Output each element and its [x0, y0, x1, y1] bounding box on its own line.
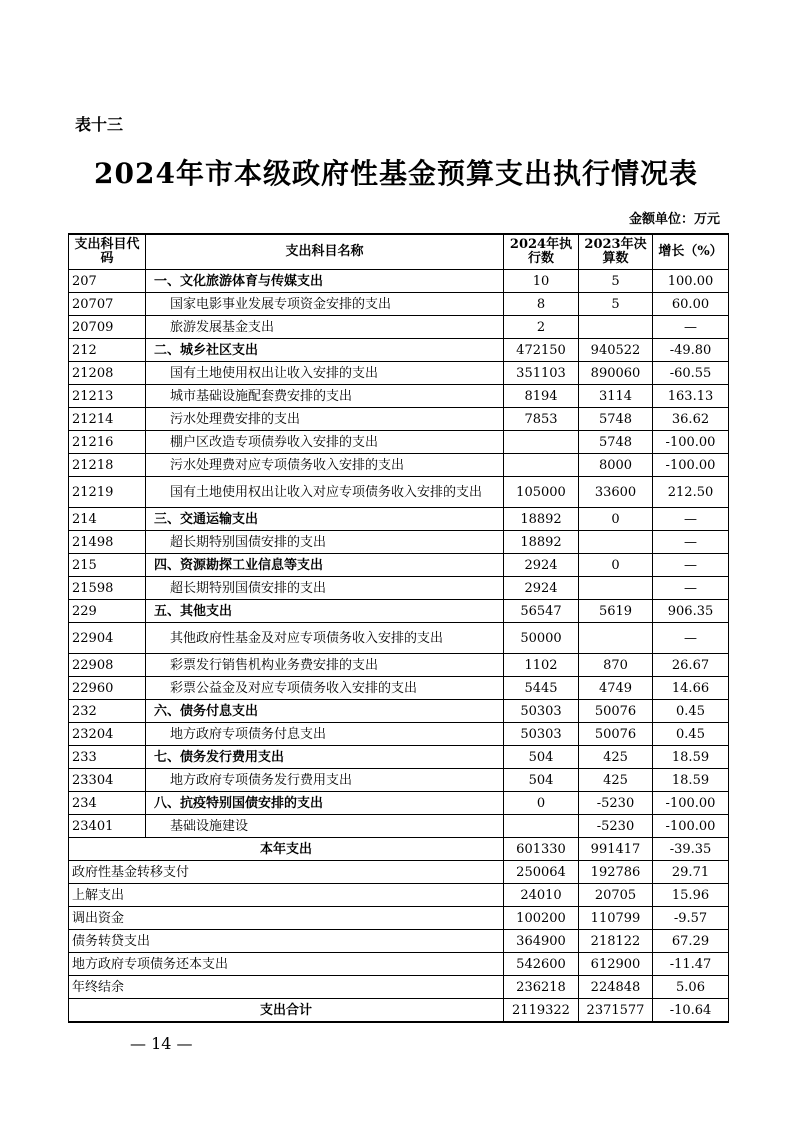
row-growth: —	[653, 577, 729, 600]
row-2024: 105000	[504, 477, 579, 508]
row-name: 基础设施建设	[146, 815, 504, 838]
other-row	[69, 930, 729, 953]
table-row	[69, 431, 729, 454]
row-name: 国有土地使用权出让收入安排的支出	[146, 362, 504, 385]
row-2024: 50000	[504, 623, 579, 654]
row-name: 棚户区改造专项债券收入安排的支出	[146, 431, 504, 454]
header-2024: 2024年执行数	[504, 234, 579, 270]
row-2023: 425	[579, 769, 653, 792]
table-row	[69, 600, 729, 623]
table-row	[69, 554, 729, 577]
row-2024: 50303	[504, 700, 579, 723]
other-row-2024: 542600	[504, 953, 579, 976]
table-row	[69, 385, 729, 408]
expenditure-table	[68, 233, 729, 1023]
table-row	[69, 792, 729, 815]
row-2023: 50076	[579, 723, 653, 746]
row-name: 国家电影事业发展专项资金安排的支出	[146, 293, 504, 316]
row-2024: 1102	[504, 654, 579, 677]
row-growth: 18.59	[653, 746, 729, 769]
other-row-2024: 100200	[504, 907, 579, 930]
table-number-label: 表十三	[75, 115, 124, 134]
row-growth: 0.45	[653, 723, 729, 746]
row-2023: 5	[579, 293, 653, 316]
row-growth: —	[653, 554, 729, 577]
row-2024: 18892	[504, 508, 579, 531]
row-2023: 890060	[579, 362, 653, 385]
row-name: 其他政府性基金及对应专项债务收入安排的支出	[146, 623, 504, 654]
row-code: 215	[69, 554, 146, 577]
table-row	[69, 339, 729, 362]
row-2024: 0	[504, 792, 579, 815]
other-row-2023: 20705	[579, 884, 653, 907]
header-growth: 增长（%）	[653, 234, 729, 270]
row-code: 21216	[69, 431, 146, 454]
grand-total-2024: 2119322	[504, 999, 579, 1023]
other-row-2023: 218122	[579, 930, 653, 953]
row-name: 四、资源勘探工业信息等支出	[146, 554, 504, 577]
row-2023	[579, 531, 653, 554]
row-2023: 870	[579, 654, 653, 677]
row-code: 21498	[69, 531, 146, 554]
row-2024	[504, 815, 579, 838]
row-2023: 5619	[579, 600, 653, 623]
row-code: 20709	[69, 316, 146, 339]
row-2023: 5748	[579, 431, 653, 454]
header-name: 支出科目名称	[146, 234, 504, 270]
table-row	[69, 623, 729, 654]
other-row	[69, 907, 729, 930]
row-name: 污水处理费对应专项债务收入安排的支出	[146, 454, 504, 477]
row-name: 旅游发展基金支出	[146, 316, 504, 339]
other-row-growth: 29.71	[653, 861, 729, 884]
other-row-name: 政府性基金转移支付	[69, 861, 504, 884]
row-code: 21208	[69, 362, 146, 385]
row-growth: -100.00	[653, 792, 729, 815]
row-growth: 36.62	[653, 408, 729, 431]
other-row	[69, 953, 729, 976]
row-growth: —	[653, 508, 729, 531]
row-2023: 4749	[579, 677, 653, 700]
other-row-2024: 250064	[504, 861, 579, 884]
row-2024	[504, 431, 579, 454]
table-row	[69, 508, 729, 531]
row-name: 七、债务发行费用支出	[146, 746, 504, 769]
row-2024: 10	[504, 270, 579, 293]
row-2024: 8194	[504, 385, 579, 408]
year-total-row	[69, 838, 729, 861]
row-code: 22904	[69, 623, 146, 654]
table-row	[69, 531, 729, 554]
row-code: 232	[69, 700, 146, 723]
table-row	[69, 362, 729, 385]
row-name: 地方政府专项债务发行费用支出	[146, 769, 504, 792]
grand-total-label: 支出合计	[69, 999, 504, 1023]
row-name: 六、债务付息支出	[146, 700, 504, 723]
row-2023: 5	[579, 270, 653, 293]
grand-total-growth: -10.64	[653, 999, 729, 1023]
row-growth: 906.35	[653, 600, 729, 623]
table-row	[69, 293, 729, 316]
row-code: 23204	[69, 723, 146, 746]
row-2024: 50303	[504, 723, 579, 746]
row-name: 五、其他支出	[146, 600, 504, 623]
row-code: 21213	[69, 385, 146, 408]
table-row	[69, 769, 729, 792]
row-2023: 0	[579, 554, 653, 577]
other-row-growth: -9.57	[653, 907, 729, 930]
other-row-2023: 110799	[579, 907, 653, 930]
row-growth: 100.00	[653, 270, 729, 293]
row-code: 212	[69, 339, 146, 362]
other-row-growth: 15.96	[653, 884, 729, 907]
other-row-name: 债务转贷支出	[69, 930, 504, 953]
row-2023: -5230	[579, 792, 653, 815]
year-total-label: 本年支出	[69, 838, 504, 861]
row-name: 彩票发行销售机构业务费安排的支出	[146, 654, 504, 677]
row-code: 21218	[69, 454, 146, 477]
other-row-2024: 364900	[504, 930, 579, 953]
row-code: 21214	[69, 408, 146, 431]
row-code: 234	[69, 792, 146, 815]
row-2024: 2924	[504, 554, 579, 577]
other-row-2024: 236218	[504, 976, 579, 999]
table-row	[69, 677, 729, 700]
table-row	[69, 316, 729, 339]
other-row-2023: 192786	[579, 861, 653, 884]
table-row	[69, 270, 729, 293]
row-name: 地方政府专项债务付息支出	[146, 723, 504, 746]
row-2023: 940522	[579, 339, 653, 362]
row-2024: 56547	[504, 600, 579, 623]
year-total-2023: 991417	[579, 838, 653, 861]
header-2023: 2023年决算数	[579, 234, 653, 270]
row-2024: 5445	[504, 677, 579, 700]
row-2023	[579, 623, 653, 654]
row-name: 国有土地使用权出让收入对应专项债务收入安排的支出	[146, 477, 504, 508]
row-2023: 8000	[579, 454, 653, 477]
row-2024: 7853	[504, 408, 579, 431]
row-2024	[504, 454, 579, 477]
row-code: 229	[69, 600, 146, 623]
other-row-growth: -11.47	[653, 953, 729, 976]
row-2023: 0	[579, 508, 653, 531]
row-growth: 14.66	[653, 677, 729, 700]
other-row-name: 上解支出	[69, 884, 504, 907]
row-2024: 504	[504, 746, 579, 769]
row-2024: 18892	[504, 531, 579, 554]
row-growth: 0.45	[653, 700, 729, 723]
row-growth: 212.50	[653, 477, 729, 508]
row-code: 23304	[69, 769, 146, 792]
row-code: 20707	[69, 293, 146, 316]
other-row-2024: 24010	[504, 884, 579, 907]
other-row	[69, 861, 729, 884]
row-2024: 2924	[504, 577, 579, 600]
unit-label: 金额单位：万元	[628, 212, 720, 227]
table-row	[69, 577, 729, 600]
row-name: 八、抗疫特别国债安排的支出	[146, 792, 504, 815]
other-row	[69, 976, 729, 999]
row-2023	[579, 316, 653, 339]
table-row	[69, 700, 729, 723]
table-row	[69, 746, 729, 769]
other-row-2023: 612900	[579, 953, 653, 976]
row-2023: 5748	[579, 408, 653, 431]
row-code: 214	[69, 508, 146, 531]
table-row	[69, 408, 729, 431]
row-2023: 33600	[579, 477, 653, 508]
row-growth: —	[653, 531, 729, 554]
row-name: 二、城乡社区支出	[146, 339, 504, 362]
row-2023: 50076	[579, 700, 653, 723]
row-growth: 163.13	[653, 385, 729, 408]
row-name: 污水处理费安排的支出	[146, 408, 504, 431]
row-growth: 60.00	[653, 293, 729, 316]
other-row-growth: 67.29	[653, 930, 729, 953]
row-growth: -100.00	[653, 454, 729, 477]
row-growth: —	[653, 623, 729, 654]
table-row	[69, 477, 729, 508]
row-code: 23401	[69, 815, 146, 838]
row-2023	[579, 577, 653, 600]
row-code: 233	[69, 746, 146, 769]
row-2024: 351103	[504, 362, 579, 385]
row-2024: 2	[504, 316, 579, 339]
row-2023: 425	[579, 746, 653, 769]
row-name: 超长期特别国债安排的支出	[146, 577, 504, 600]
row-code: 207	[69, 270, 146, 293]
table-header-row	[69, 234, 729, 270]
table-row	[69, 723, 729, 746]
row-growth: -49.80	[653, 339, 729, 362]
other-row	[69, 884, 729, 907]
row-growth: 26.67	[653, 654, 729, 677]
table-row	[69, 815, 729, 838]
page-title: 2024年市本级政府性基金预算支出执行情况表	[94, 157, 698, 190]
year-total-growth: -39.35	[653, 838, 729, 861]
row-name: 三、交通运输支出	[146, 508, 504, 531]
grand-total-row	[69, 999, 729, 1023]
row-2023: -5230	[579, 815, 653, 838]
other-row-name: 年终结余	[69, 976, 504, 999]
row-growth: -60.55	[653, 362, 729, 385]
row-2024: 8	[504, 293, 579, 316]
row-name: 彩票公益金及对应专项债务收入安排的支出	[146, 677, 504, 700]
other-row-2023: 224848	[579, 976, 653, 999]
table-row	[69, 654, 729, 677]
row-growth: -100.00	[653, 815, 729, 838]
row-name: 一、文化旅游体育与传媒支出	[146, 270, 504, 293]
row-code: 21598	[69, 577, 146, 600]
table-row	[69, 454, 729, 477]
row-2023: 3114	[579, 385, 653, 408]
row-2024: 472150	[504, 339, 579, 362]
row-name: 城市基础设施配套费安排的支出	[146, 385, 504, 408]
other-row-name: 调出资金	[69, 907, 504, 930]
row-code: 21219	[69, 477, 146, 508]
row-growth: 18.59	[653, 769, 729, 792]
other-row-growth: 5.06	[653, 976, 729, 999]
year-total-2024: 601330	[504, 838, 579, 861]
row-growth: -100.00	[653, 431, 729, 454]
header-code: 支出科目代码	[69, 234, 146, 270]
other-row-name: 地方政府专项债务还本支出	[69, 953, 504, 976]
row-growth: —	[653, 316, 729, 339]
row-name: 超长期特别国债安排的支出	[146, 531, 504, 554]
grand-total-2023: 2371577	[579, 999, 653, 1023]
row-code: 22908	[69, 654, 146, 677]
row-2024: 504	[504, 769, 579, 792]
row-code: 22960	[69, 677, 146, 700]
page-number: — 14 —	[130, 1034, 193, 1053]
